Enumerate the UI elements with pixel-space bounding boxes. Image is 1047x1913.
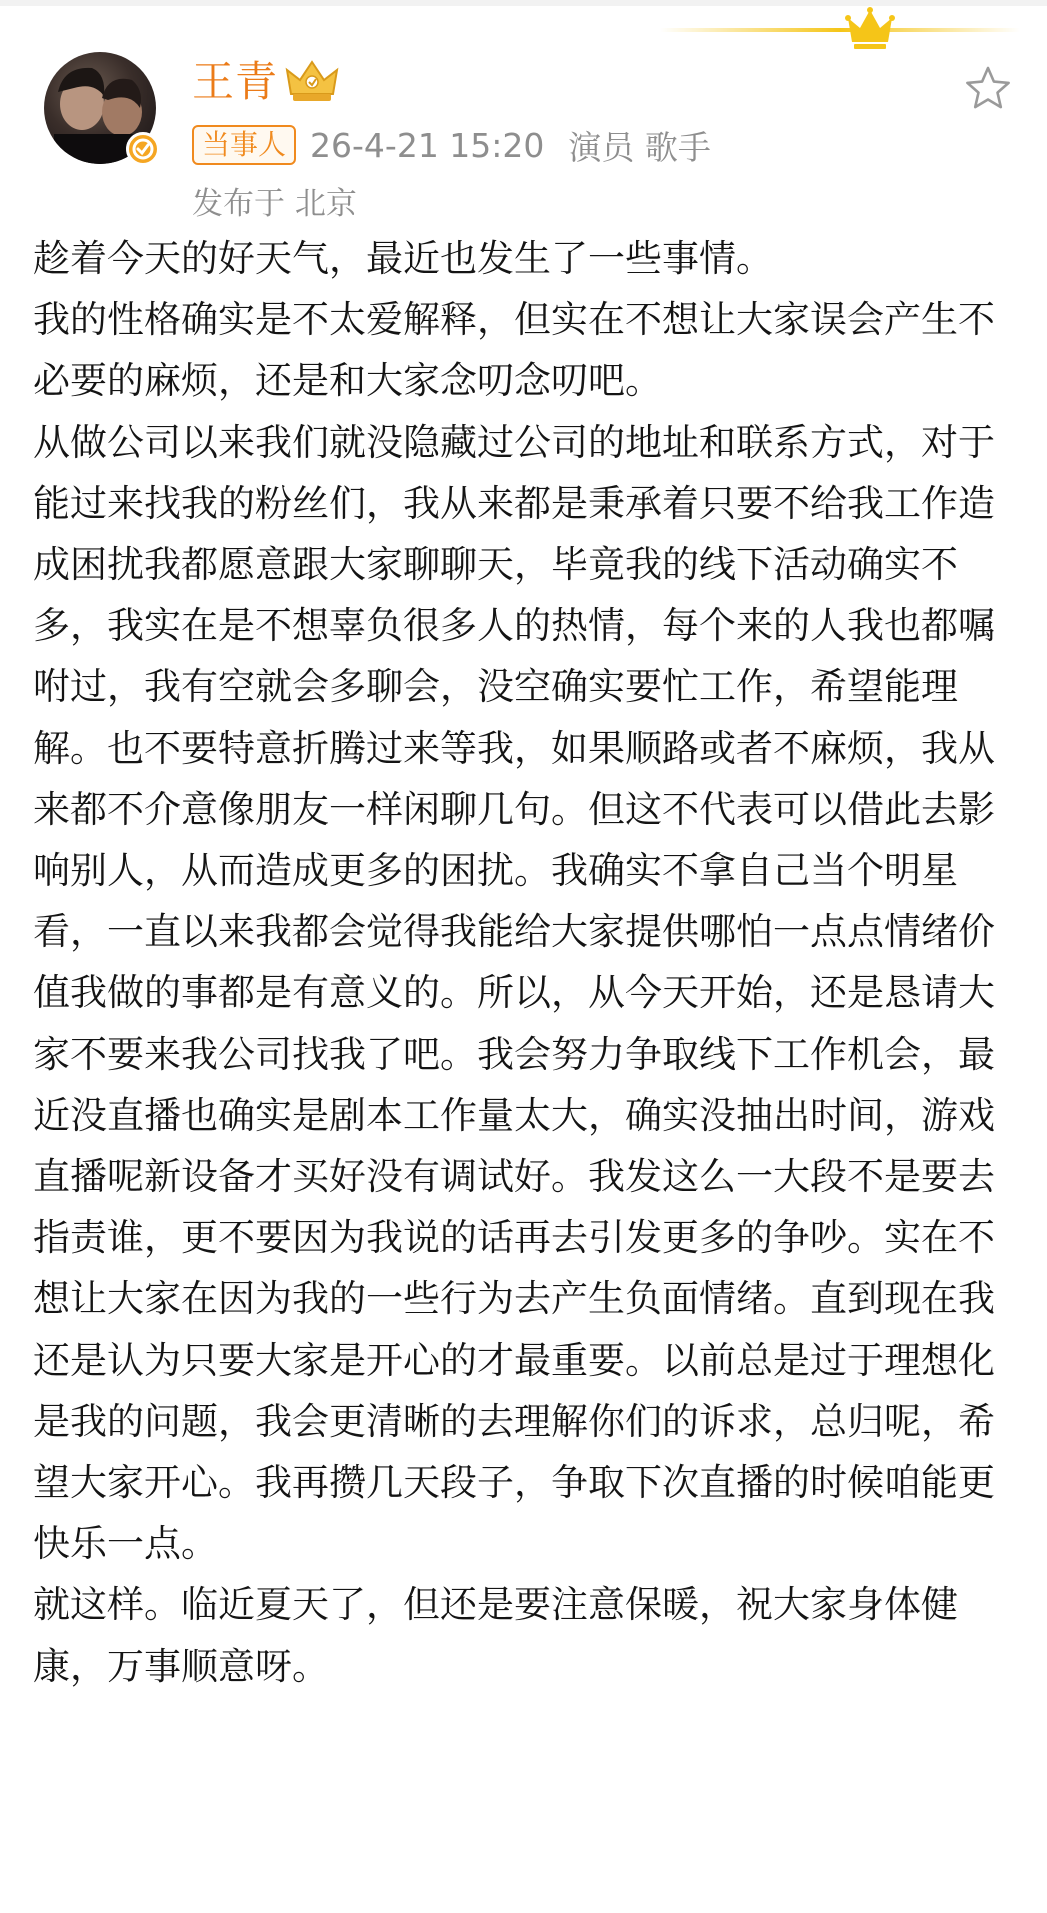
- username[interactable]: 王青: [192, 57, 279, 106]
- post-body: [33, 228, 1023, 1697]
- post-paragraph: 我的性格确实是不太爱解释，但实在不想让大家误会产生不必要的麻烦，还是和大家念叨念叨吧。: [33, 298, 995, 403]
- meta-row: [192, 122, 711, 168]
- post-paragraph: 从做公司以来我们就没隐藏过公司的地址和联系方式，对于能过来找我的粉丝们，我从来都是秉承着只要不给我工作造成困扰我都愿意跟大家聊聊天，毕竟我的线下活动确实不多，我实在是不想辜负很多人的热情，每个来的人我也都嘱咐过，我有空就会多聊会，没空确实要忙工作，希望能理解。也不要特意折腾过来等我，如果顺路或者不麻烦，我从来都不介意像朋友一样闲聊几句。但这不代表可以借此去影响别人，从而造成更多的困扰。我确实不拿自己当个明星看，一直以来我都会觉得我能给大家提供哪怕一点点情绪价值我做的事都是有意义的。所以，从今天开始，还是恳请大家不要来我公司找我了吧。我会努力争取线下工作机会，最近没直播也确实是剧本工作量太大，确实没抽出时间，游戏直播呢新设备才买好没有调试好。我发这么一大段不是要去指责谁，更不要因为我说的话再去引发更多的争吵。实在不想让大家在因为我的一些行为去产生负面情绪。直到现在我还是认为只要大家是开心的才最重要。以前总是过于理想化是我的问题，我会更清晰的去理解你们的诉求，总归呢，希望大家开心。我再攒几天段子，争取下次直播的时候咱能更快乐一点。: [33, 420, 995, 1566]
- post-timestamp: 26-4-21 15:20: [310, 125, 545, 165]
- star-outline-icon[interactable]: [964, 64, 1012, 112]
- post-location: 发布于 北京: [192, 186, 357, 222]
- post-paragraph: 就这样。临近夏天了，但还是要注意保暖，祝大家身体健康，万事顺意呀。: [33, 1583, 958, 1688]
- verified-badge-icon: [126, 132, 160, 166]
- post-header: [40, 50, 1020, 230]
- vip-crown-badge-icon[interactable]: [285, 58, 339, 104]
- crown-icon: [845, 7, 895, 49]
- post-paragraph: 趁着今天的好天气，最近也发生了一些事情。: [33, 237, 773, 280]
- tag-badge: 当事人: [192, 125, 296, 165]
- user-roles: 演员 歌手: [568, 127, 711, 167]
- avatar-wrapper[interactable]: [44, 52, 156, 164]
